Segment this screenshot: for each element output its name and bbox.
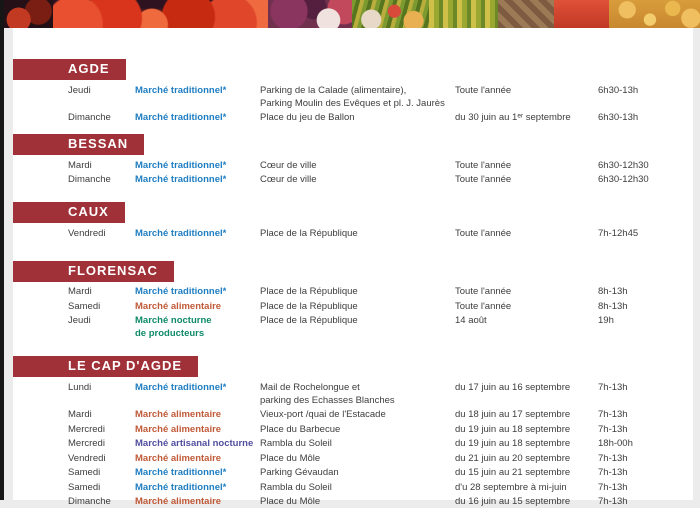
market-hours: 6h30-12h30 <box>598 159 649 171</box>
market-row <box>13 111 693 124</box>
text-line: Cœur de ville <box>260 159 317 171</box>
text-line: Marché artisanal nocturne <box>135 438 254 449</box>
town-header: AGDE <box>13 59 126 80</box>
text-line: Place de la République <box>260 286 358 297</box>
market-period: du 17 juin au 16 septembre <box>455 381 571 393</box>
text-line: Marché traditionnel* <box>135 286 227 297</box>
market-location <box>260 314 455 327</box>
market-type <box>135 381 260 394</box>
market-hours: 7h-13h <box>598 467 628 478</box>
market-period: Toute l'année <box>455 300 512 312</box>
market-day: Jeudi <box>68 315 91 326</box>
town-section <box>13 134 693 186</box>
market-hours: 7h-12h45 <box>598 227 639 239</box>
text-line: Marché nocturne <box>135 315 212 326</box>
market-day: Mercredi <box>68 438 105 449</box>
text-line: Marché alimentaire <box>135 496 222 507</box>
text-line: Rambla du Soleil <box>260 481 332 493</box>
town-section <box>13 202 693 240</box>
town-rows <box>13 282 693 341</box>
market-day: Lundi <box>68 381 92 393</box>
market-hours: 7h-13h <box>598 381 628 393</box>
text-line: Marché traditionnel* <box>135 381 227 393</box>
town-header: LE CAP D'AGDE <box>13 356 198 377</box>
market-hours: 7h-13h <box>598 452 628 464</box>
market-hours: 6h30-13h <box>598 84 639 96</box>
market-period: du 15 juin au 21 septembre <box>455 467 571 478</box>
text-line: parking des Echasses Blanches <box>260 394 395 406</box>
market-row <box>13 466 693 479</box>
photo-tomatoes <box>53 0 269 28</box>
market-period: Toute l'année <box>455 84 512 96</box>
text-line: Place du Môle <box>260 452 321 464</box>
market-location <box>260 408 455 421</box>
market-type <box>135 84 260 97</box>
photo-dark-produce <box>4 0 53 28</box>
text-line: Marché traditionnel* <box>135 227 227 239</box>
text-line: Marché traditionnel* <box>135 481 227 493</box>
text-line: Marché traditionnel* <box>135 159 227 171</box>
market-type <box>135 111 260 124</box>
market-type <box>135 173 260 186</box>
market-type <box>135 300 260 313</box>
market-row <box>13 437 693 450</box>
photo-flowers <box>352 0 429 28</box>
market-day: Dimanche <box>68 112 111 123</box>
text-line: Mail de Rochelongue et <box>260 381 360 393</box>
market-location <box>260 159 455 172</box>
town-section <box>13 261 693 341</box>
market-type <box>135 227 260 240</box>
town-rows <box>13 155 693 186</box>
market-row <box>13 314 693 340</box>
market-period: Toute l'année <box>455 159 512 171</box>
text-line: Rambla du Soleil <box>260 438 332 449</box>
market-row <box>13 423 693 436</box>
market-hours: 8h-13h <box>598 286 628 297</box>
photo-corn <box>609 0 699 28</box>
market-row <box>13 227 693 240</box>
market-type <box>135 159 260 172</box>
text-line: Marché traditionnel* <box>135 467 227 478</box>
market-day: Jeudi <box>68 84 91 96</box>
market-location <box>260 466 455 479</box>
text-line: de producteurs <box>135 328 205 339</box>
market-hours: 19h <box>598 315 614 326</box>
market-type <box>135 314 260 340</box>
text-line: Marché alimentaire <box>135 452 222 464</box>
market-location <box>260 437 455 450</box>
market-day: Vendredi <box>68 227 106 239</box>
market-period: Toute l'année <box>455 174 512 185</box>
market-day: Mercredi <box>68 423 105 435</box>
market-hours: 7h-13h <box>598 409 628 420</box>
text-line: Place de la République <box>260 300 358 312</box>
market-hours: 7h-13h <box>598 423 628 435</box>
text-line: Parking Moulin des Evêques et pl. J. Jaurès <box>260 97 445 109</box>
text-line: Marché traditionnel* <box>135 174 227 185</box>
market-photo-collage <box>4 0 700 28</box>
market-day: Samedi <box>68 467 101 478</box>
market-period: du 19 juin au 18 septembre <box>455 423 571 435</box>
market-period: d'u 28 septembre à mi-juin <box>455 481 567 493</box>
market-type <box>135 481 260 494</box>
market-location <box>260 84 455 110</box>
market-row <box>13 285 693 298</box>
text-line: Parking Gévaudan <box>260 467 339 478</box>
text-line: Place de la République <box>260 315 358 326</box>
text-line: Cœur de ville <box>260 174 317 185</box>
market-day: Mardi <box>68 409 92 420</box>
town-header: BESSAN <box>13 134 144 155</box>
photo-pineapples <box>429 0 499 28</box>
text-line: Place de la République <box>260 227 358 239</box>
market-row <box>13 159 693 172</box>
market-period: Toute l'année <box>455 286 512 297</box>
left-edge-bar <box>0 0 4 500</box>
market-day: Vendredi <box>68 452 106 464</box>
market-hours: 7h-13h <box>598 481 628 493</box>
market-type <box>135 423 260 436</box>
market-period: du 30 juin au 1ᵉʳ septembre <box>455 112 571 123</box>
market-day: Dimanche <box>68 174 111 185</box>
market-location <box>260 227 455 240</box>
market-day: Samedi <box>68 300 101 312</box>
market-period: 14 août <box>455 315 487 326</box>
market-period: Toute l'année <box>455 227 512 239</box>
market-type <box>135 408 260 421</box>
text-line: Marché alimentaire <box>135 423 222 435</box>
market-location <box>260 481 455 494</box>
markets-schedule-table <box>13 59 693 508</box>
market-hours: 6h30-13h <box>598 112 639 123</box>
town-rows <box>13 377 693 508</box>
market-row <box>13 84 693 110</box>
market-row <box>13 452 693 465</box>
text-line: Marché traditionnel* <box>135 112 227 123</box>
market-hours: 7h-13h <box>598 496 628 507</box>
town-rows <box>13 223 693 240</box>
market-type <box>135 466 260 479</box>
town-section <box>13 356 693 508</box>
market-location <box>260 423 455 436</box>
market-hours: 18h-00h <box>598 438 633 449</box>
market-location <box>260 173 455 186</box>
markets-schedule-page <box>13 28 693 507</box>
market-type <box>135 285 260 298</box>
market-period: du 18 juin au 17 septembre <box>455 409 571 420</box>
market-row <box>13 408 693 421</box>
market-row <box>13 481 693 494</box>
text-line: Parking de la Calade (alimentaire), <box>260 84 407 96</box>
town-header: FLORENSAC <box>13 261 174 282</box>
market-location <box>260 300 455 313</box>
market-day: Mardi <box>68 286 92 297</box>
market-location <box>260 452 455 465</box>
market-type <box>135 495 260 508</box>
photo-red-stall <box>554 0 610 28</box>
market-hours: 6h30-12h30 <box>598 174 649 185</box>
market-row <box>13 495 693 508</box>
market-hours: 8h-13h <box>598 300 628 312</box>
market-type <box>135 452 260 465</box>
market-day: Mardi <box>68 159 92 171</box>
market-day: Dimanche <box>68 496 111 507</box>
market-row <box>13 381 693 407</box>
market-location <box>260 381 455 407</box>
market-location <box>260 495 455 508</box>
market-location <box>260 285 455 298</box>
text-line: Place du Barbecue <box>260 423 341 435</box>
photo-plaid-fabric <box>498 0 554 28</box>
market-location <box>260 111 455 124</box>
market-row <box>13 173 693 186</box>
market-day: Samedi <box>68 481 101 493</box>
market-period: du 16 juin au 15 septembre <box>455 496 571 507</box>
text-line: Vieux-port /quai de l'Estacade <box>260 409 386 420</box>
town-header: CAUX <box>13 202 125 223</box>
market-period: du 21 juin au 20 septembre <box>455 452 571 464</box>
text-line: Marché traditionnel* <box>135 84 227 96</box>
photo-purple-onions <box>268 0 352 28</box>
town-rows <box>13 80 693 124</box>
text-line: Place du jeu de Ballon <box>260 112 355 123</box>
text-line: Marché alimentaire <box>135 300 222 312</box>
town-section <box>13 59 693 124</box>
text-line: Place du Môle <box>260 496 321 507</box>
market-period: du 19 juin au 18 septembre <box>455 438 571 449</box>
market-row <box>13 300 693 313</box>
text-line: Marché alimentaire <box>135 409 222 420</box>
market-type <box>135 437 260 450</box>
